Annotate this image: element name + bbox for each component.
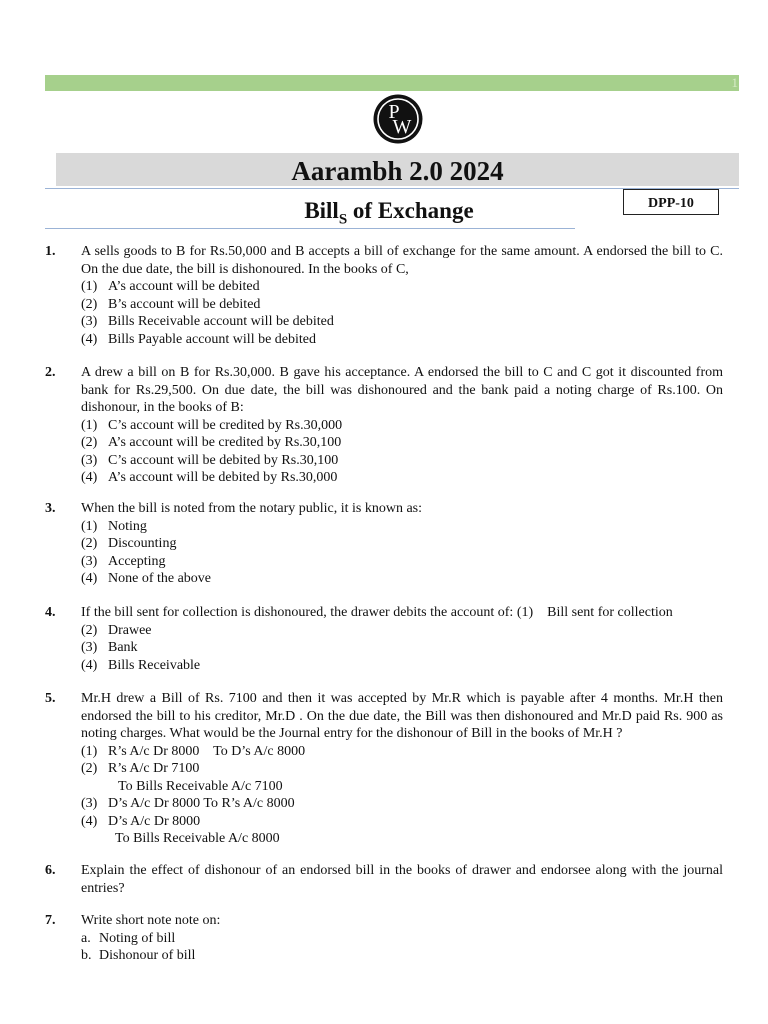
option-text: None of the above (108, 571, 212, 586)
option-number: (4) (81, 470, 98, 485)
option-number: (1) (81, 518, 98, 534)
option-text: A’s account will be credited by Rs.30,100 (108, 435, 342, 450)
question-number: 1. (45, 244, 56, 259)
page-title: Aarambh 2.0 2024 (291, 156, 504, 186)
question-number: 7. (45, 913, 56, 928)
pw-logo-icon (373, 94, 423, 144)
option (81, 278, 723, 296)
option-text: Accepting (108, 553, 166, 569)
option-number: (4) (81, 657, 98, 673)
option-text: Noting (108, 518, 147, 534)
option (81, 760, 723, 778)
question-number: 4. (45, 605, 56, 620)
option-text: Bills Receivable account will be debited (108, 314, 334, 329)
sub-item-text: Dishonour of bill (99, 948, 196, 963)
dpp-badge: DPP-10 (623, 189, 719, 215)
sub-item-letter: b. (81, 948, 92, 963)
option-text: R’s A/c Dr 8000 To D’s A/c 8000 (108, 743, 306, 759)
question-5 (45, 690, 723, 848)
option (81, 553, 723, 571)
question-1 (45, 243, 723, 348)
question-text: A drew a bill on B for Rs.30,000. B gave his acceptance. A endorsed the bill to C and C got it discounted from bank for Rs.29,500. On due date, the bill was dishonoured and the bank paid a noting charge of Rs.100. On dishonour, in the books of B: (81, 365, 723, 415)
option-text: Drawee (108, 622, 152, 638)
subtitle-subscript: S (338, 211, 348, 228)
option (81, 639, 723, 657)
option (81, 795, 723, 813)
option-number: (2) (81, 296, 98, 312)
question-text: When the bill is noted from the notary public, it is known as: (81, 501, 422, 516)
option-number: (3) (81, 640, 98, 655)
sub-item-text: Noting of bill (99, 930, 176, 946)
option-number: (2) (81, 536, 98, 551)
question-text: A sells goods to B for Rs.50,000 and B accepts a bill of exchange for the same amount. A endorsed the bill to C. On the due date, the bill is dishonoured. In the books of C, (81, 244, 723, 277)
option-number: (2) (81, 761, 98, 776)
option (81, 313, 723, 331)
option-number: (2) (81, 435, 98, 450)
question-4 (45, 604, 723, 674)
option-text: C’s account will be debited by Rs.30,100 (108, 452, 339, 468)
question-number: 6. (45, 863, 56, 878)
question-text: Explain the effect of dishonour of an endorsed bill in the books of drawer and endorsee along with the journal entries? (81, 863, 723, 896)
option (81, 452, 723, 470)
option-text: B’s account will be debited (108, 296, 261, 312)
question-3 (45, 500, 723, 588)
question-7 (45, 912, 723, 965)
option (81, 813, 723, 831)
option-number: (3) (81, 314, 98, 329)
option (81, 535, 723, 553)
option-text: Bills Payable account will be debited (108, 331, 317, 347)
option-number: (4) (81, 571, 98, 586)
page-number: 1 (731, 75, 738, 90)
option-text: C’s account will be credited by Rs.30,000 (108, 417, 343, 433)
option-text: A’s account will be debited by Rs.30,000 (108, 470, 338, 485)
subtitle-main: Bill (304, 198, 339, 223)
svg-text:P: P (388, 101, 400, 123)
option (81, 622, 723, 640)
option (81, 434, 723, 452)
option-number: (2) (81, 622, 98, 638)
option (81, 518, 723, 536)
option (81, 296, 723, 314)
divider-line (45, 228, 575, 229)
sub-item-letter: a. (81, 930, 91, 946)
header-green-bar (45, 75, 739, 91)
svg-text:W: W (392, 116, 412, 138)
question-text: Mr.H drew a Bill of Rs. 7100 and then it was accepted by Mr.R which is payable after 4 months. Mr.H then endorsed the bill to his creditor, Mr.D . On the due date, the Bill was then dishonoured and Mr.D paid Rs. 900 as noting charges. What would be the Journal entry for the dishonour of Bill in the books of Mr.H ? (81, 691, 723, 741)
option (81, 657, 723, 675)
sub-item (81, 930, 723, 948)
option-text: R’s A/c Dr 7100 (108, 761, 200, 776)
option-continuation (115, 830, 723, 848)
option-text: D’s A/c Dr 8000 To R’s A/c 8000 (108, 796, 295, 811)
option-continuation (118, 778, 723, 796)
option-text: To Bills Receivable A/c 8000 (115, 831, 280, 846)
question-text: Write short note note on: (81, 913, 221, 928)
option (81, 331, 723, 349)
question-number: 3. (45, 501, 56, 516)
question-text: If the bill sent for collection is dishonoured, the drawer debits the account of: (1) Bill sent for collection (81, 605, 673, 620)
option-number: (3) (81, 796, 98, 811)
question-6 (45, 862, 723, 897)
option-number: (1) (81, 743, 98, 759)
option-text: To Bills Receivable A/c 7100 (118, 778, 283, 794)
option (81, 417, 723, 435)
sub-item (81, 947, 723, 965)
option-text: Discounting (108, 536, 177, 551)
option-number: (4) (81, 331, 98, 347)
option-text: Bank (108, 640, 138, 655)
option-number: (1) (81, 279, 98, 294)
option-number: (3) (81, 452, 98, 468)
option-text: A’s account will be debited (108, 279, 260, 294)
option (81, 743, 723, 761)
subtitle-rest: of Exchange (347, 198, 474, 223)
option (81, 469, 723, 487)
option (81, 570, 723, 588)
option-text: Bills Receivable (108, 657, 201, 673)
option-number: (1) (81, 417, 98, 433)
option-number: (4) (81, 813, 98, 829)
question-number: 2. (45, 365, 56, 380)
option-text: D’s A/c Dr 8000 (108, 813, 201, 829)
question-number: 5. (45, 691, 56, 706)
question-2 (45, 364, 723, 487)
option-number: (3) (81, 553, 98, 569)
